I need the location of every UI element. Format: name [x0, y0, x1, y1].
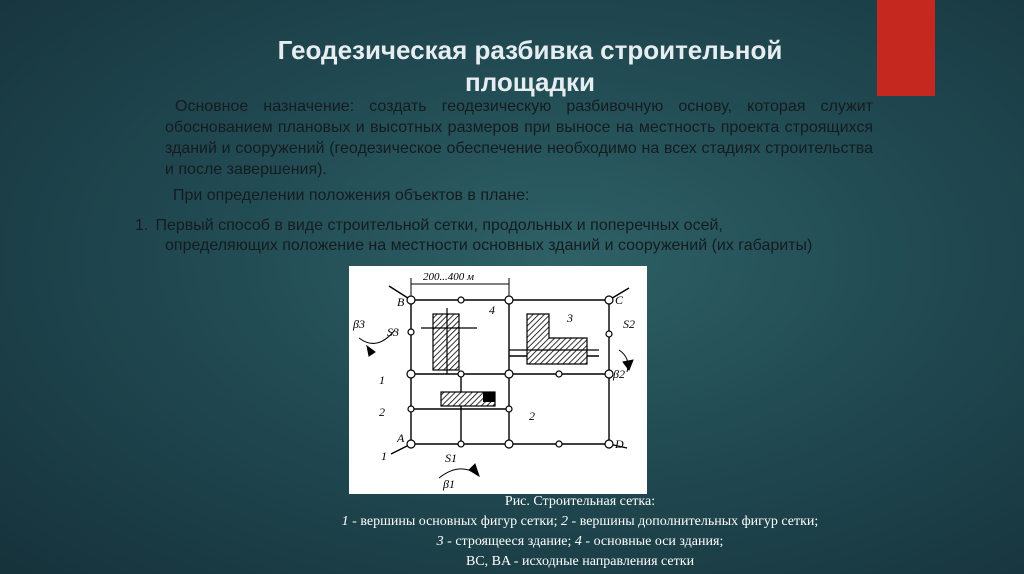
accent-bar — [877, 0, 935, 96]
label-2: 2 — [529, 409, 535, 423]
node — [505, 440, 513, 448]
caption-num-4: 4 — [574, 534, 582, 549]
node — [605, 296, 613, 304]
caption-text-4: - основные оси здания; — [581, 534, 724, 549]
node — [408, 406, 414, 412]
subheading: При определении положения объектов в плане: — [173, 187, 530, 204]
node — [506, 406, 512, 412]
label-beta3: β3 — [353, 317, 365, 331]
caption-line-1: Рис. Строительная сетка: — [504, 494, 656, 509]
label-C: C — [615, 293, 624, 307]
caption-text-1: - вершины основных фигур сетки; — [348, 514, 562, 529]
label-s1: S1 — [445, 451, 457, 465]
list-text-b: определяющих положение на местности основных зданий и сооружений (их габариты) — [165, 237, 813, 254]
grid-drawing — [349, 266, 647, 494]
building-2 — [527, 314, 587, 364]
building-3-corner — [483, 392, 495, 402]
node — [407, 370, 415, 378]
label-beta1: β1 — [443, 477, 455, 491]
label-1b: 1 — [381, 449, 387, 463]
angle-marks — [359, 330, 633, 478]
node — [458, 297, 464, 303]
node — [556, 441, 562, 447]
caption-line-2 — [240, 512, 920, 532]
figure-caption — [240, 492, 920, 572]
caption-text-2: - вершины дополнительных фигур сетки; — [568, 514, 819, 529]
node — [556, 371, 562, 377]
list-item — [135, 216, 855, 256]
caption-line-4: BC, BA - исходные направления сетки — [465, 554, 695, 569]
building-1 — [433, 314, 459, 370]
node — [505, 370, 513, 378]
node — [606, 331, 612, 337]
label-3: 3 — [567, 311, 573, 325]
label-1: 1 — [379, 373, 385, 387]
dimension-label: 200...400 м — [423, 271, 475, 283]
label-s2: S2 — [623, 317, 635, 331]
node — [407, 440, 415, 448]
label-2b: 2 — [379, 405, 385, 419]
label-4: 4 — [489, 303, 495, 317]
node — [505, 296, 513, 304]
dimension-line — [411, 271, 509, 300]
main-paragraph: Основное назначение: создать геодезическую разбивочную основу, которая служит обоснованием плановых и высотных размеров при выносе на местность проекта строящихся зданий и сооружений (геодезическое обеспечение необходимо на всех стадиях строительства и после завершения). — [165, 98, 873, 178]
node — [458, 371, 464, 377]
caption-line-3 — [240, 532, 920, 552]
grid-figure — [349, 266, 647, 494]
node — [408, 329, 414, 335]
label-beta2: β2 — [613, 367, 625, 381]
node — [458, 441, 464, 447]
label-D: D — [615, 437, 624, 451]
caption-num-1: 1 — [341, 514, 349, 529]
node — [605, 440, 613, 448]
label-B: B — [397, 295, 405, 309]
node — [407, 296, 415, 304]
node — [605, 370, 613, 378]
list-text-a: Первый способ в виде строительной сетки, продольных и поперечных осей, — [155, 217, 723, 234]
slide-title: Геодезическая разбивка строительной площадки — [277, 35, 783, 97]
caption-num-3: 3 — [436, 534, 444, 549]
label-s3: S3 — [387, 325, 399, 339]
caption-text-3: - строящееся здание; — [443, 534, 575, 549]
caption-num-2: 2 — [561, 514, 569, 529]
label-A: A — [397, 431, 405, 445]
list-number: 1. — [135, 217, 149, 234]
